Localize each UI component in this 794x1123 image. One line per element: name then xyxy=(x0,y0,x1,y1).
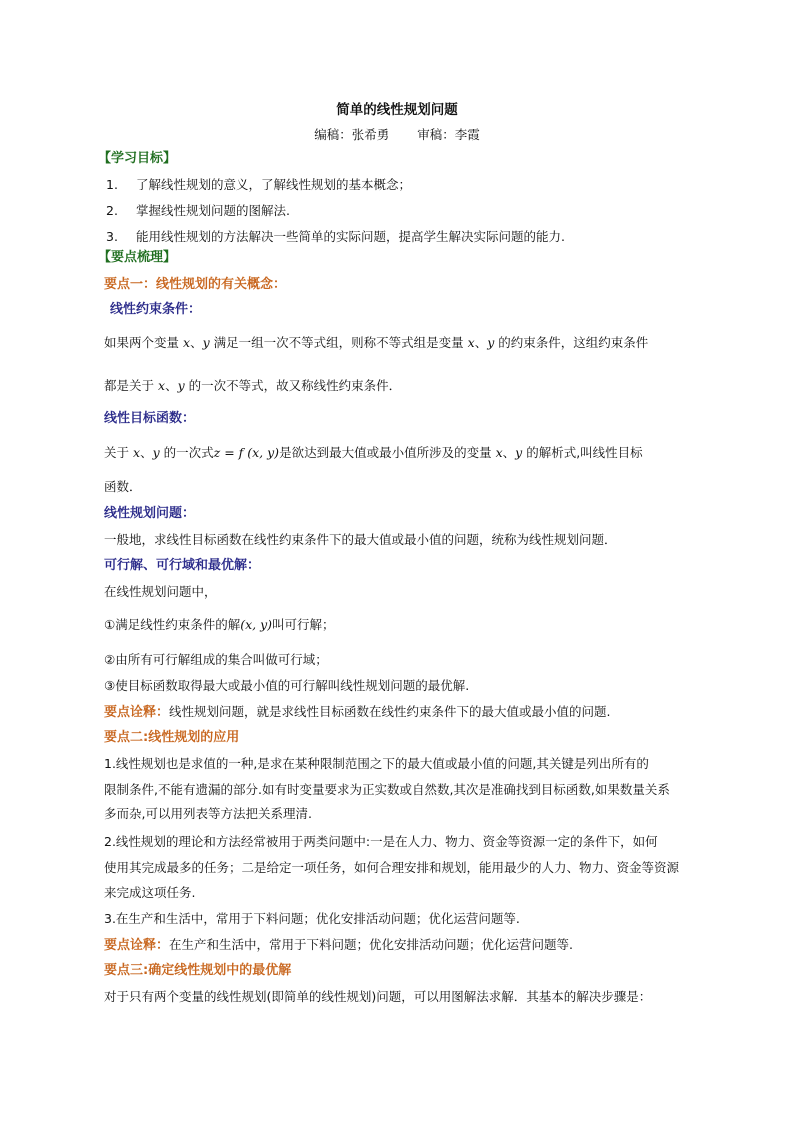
constraint-paragraph-line: 如果两个变量 x、y 满足一组一次不等式组，则称不等式组是变量 x、y 的约束条件，这组约束条件 xyxy=(104,335,649,350)
note-label: 要点诠释： xyxy=(104,705,170,720)
optimal-solution-text: 对于只有两个变量的线性规划(即简单的线性规划)问题，可以用图解法求解．其基本的解决步骤是： xyxy=(104,989,652,1004)
linear-constraint-title: 线性约束条件： xyxy=(110,302,202,317)
feasible-solution-title: 可行解、可行域和最优解： xyxy=(104,558,261,573)
note-label: 要点诠释： xyxy=(104,938,170,953)
feasible-item: ③使目标函数取得最大或最小值的可行解叫线性规划问题的最优解. xyxy=(104,678,470,693)
author-line xyxy=(0,126,794,144)
point-one-heading: 要点一：线性规划的有关概念： xyxy=(104,277,287,292)
learning-goals-heading: 【学习目标】 xyxy=(98,151,177,166)
key-point-note: 要点诠释：在生产和生活中，常用于下料问题；优化安排活动问题；优化运营问题等. xyxy=(104,937,573,953)
key-point-note: 要点诠释：线性规划问题，就是求线性目标函数在线性约束条件下的最大值或最小值的问题. xyxy=(104,704,611,720)
point-three-heading: 要点三:确定线性规划中的最优解 xyxy=(104,963,292,978)
feasible-item: ②由所有可行解组成的集合叫做可行域； xyxy=(104,652,328,667)
application-paragraph-line: 多而杂,可以用列表等方法把关系理清. xyxy=(104,806,312,821)
objective-paragraph-line: 函数． xyxy=(104,479,142,494)
linear-programming-text: 一般地，求线性目标函数在线性约束条件下的最大值或最小值的问题，统称为线性规划问题． xyxy=(104,532,617,547)
application-paragraph-line: 限制条件,不能有遗漏的部分.如有时变量要求为正实数或自然数,其次是准确找到目标函数,如果数量关系 xyxy=(104,782,670,797)
feasible-intro: 在线性规划问题中， xyxy=(104,584,217,599)
application-paragraph-line: 1.线性规划也是求值的一种,是求在某种限制范围之下的最大值或最小值的问题,其关键是列出所有的 xyxy=(104,756,649,771)
feasible-item: ①满足线性约束条件的解(x, y)叫可行解； xyxy=(104,617,335,632)
linear-programming-title: 线性规划问题： xyxy=(104,506,196,521)
key-points-heading: 【要点梳理】 xyxy=(98,250,177,265)
goal-item: 1. 了解线性规划的意义，了解线性规划的基本概念； xyxy=(106,177,412,192)
objective-paragraph-line: 关于 x、y 的一次式z = f (x, y)是欲达到最大值或最小值所涉及的变量 x、y 的解析式,叫线性目标 xyxy=(104,445,643,460)
application-paragraph-line: 来完成这项任务. xyxy=(104,885,196,900)
objective-function-title: 线性目标函数： xyxy=(104,411,196,426)
point-two-heading: 要点二:线性规划的应用 xyxy=(104,730,240,745)
editor-credit: 编稿：张希勇 xyxy=(314,127,390,142)
goal-item: 2. 掌握线性规划问题的图解法. xyxy=(106,203,290,218)
objective-formula: z = f (x, y) xyxy=(213,445,280,460)
goal-item: 3. 能用线性规划的方法解决一些简单的实际问题，提高学生解决实际问题的能力. xyxy=(106,229,565,244)
application-paragraph-line: 3.在生产和生活中，常用于下料问题；优化安排活动问题；优化运营问题等. xyxy=(104,911,520,926)
reviewer-credit: 审稿：李霞 xyxy=(417,127,480,142)
application-paragraph-line: 使用其完成最多的任务；二是给定一项任务，如何合理安排和规划，能用最少的人力、物力、资金等资源 xyxy=(104,860,680,875)
document-title: 简单的线性规划问题 xyxy=(336,102,458,118)
constraint-paragraph-line: 都是关于 x、y 的一次不等式，故又称线性约束条件． xyxy=(104,378,402,393)
application-paragraph-line: 2.线性规划的理论和方法经常被用于两类问题中:一是在人力、物力、资金等资源一定的条件下，如何 xyxy=(104,834,658,849)
